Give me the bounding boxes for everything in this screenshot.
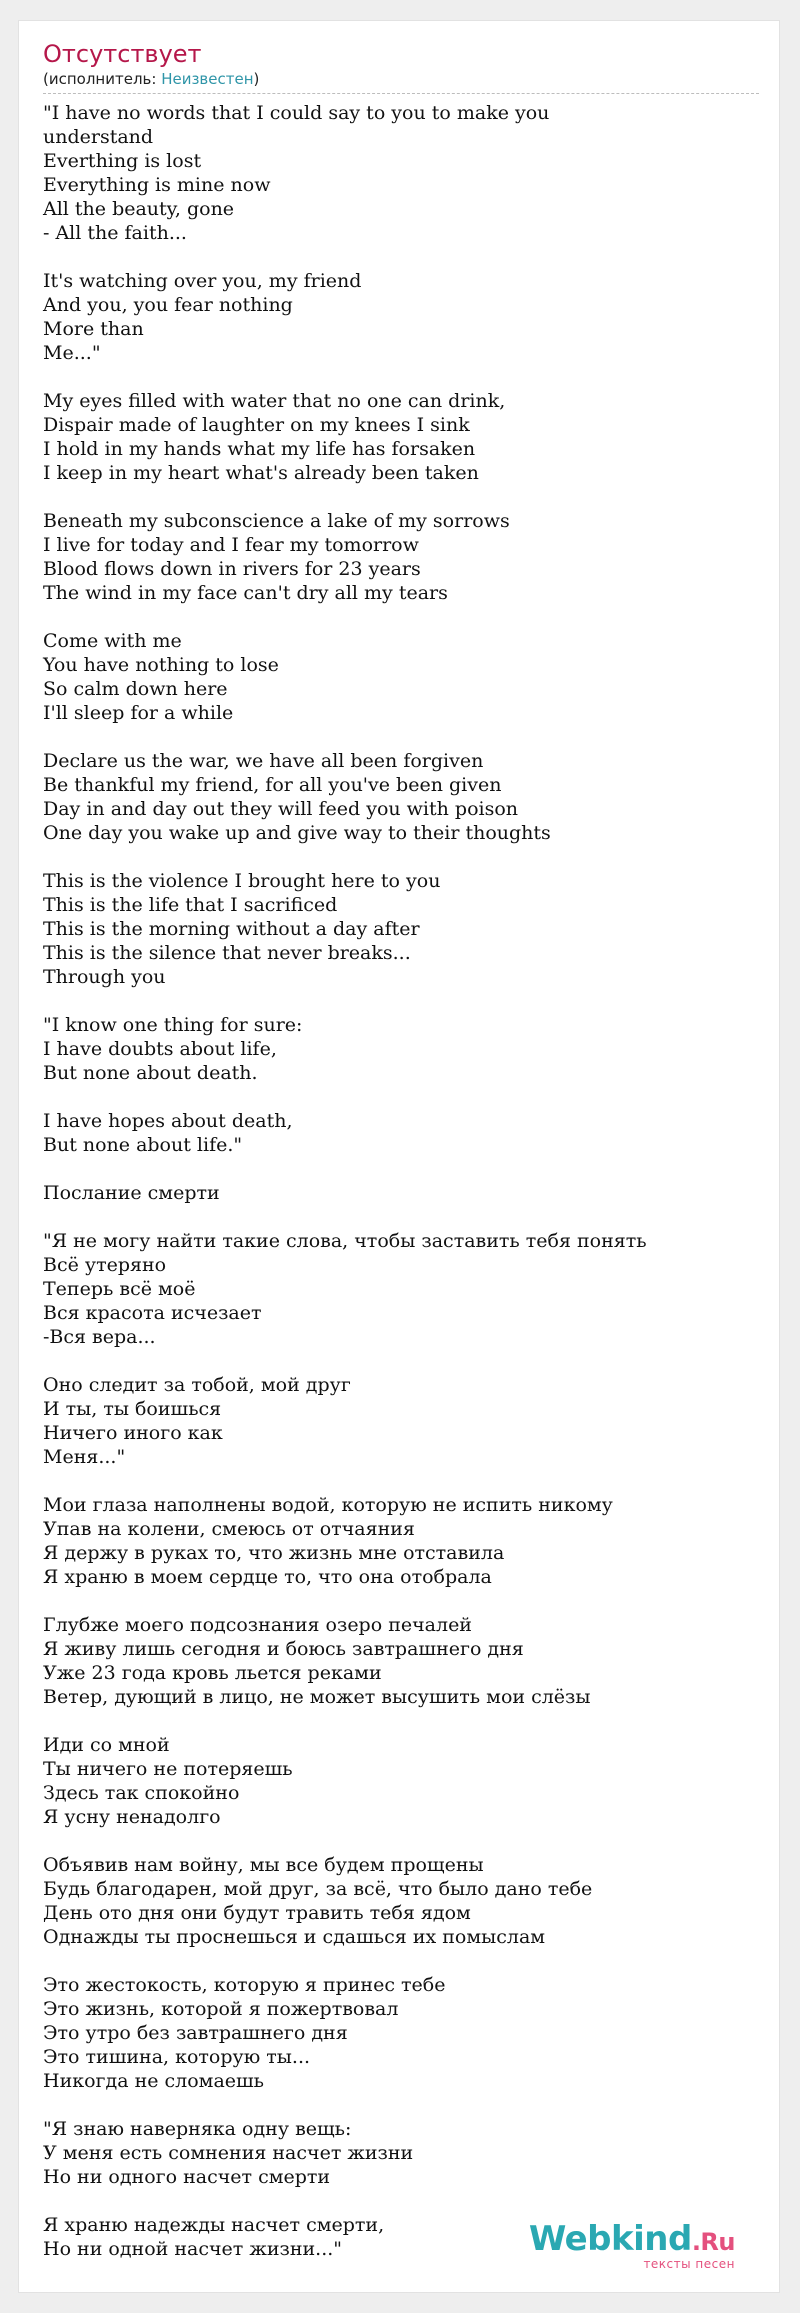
lyrics-card bbox=[18, 20, 780, 2293]
brand-tagline: тексты песен bbox=[643, 2257, 735, 2271]
brand-tld: .Ru bbox=[691, 2228, 735, 2256]
brand-name: Webkind bbox=[528, 2219, 692, 2259]
song-title: Отсутствует bbox=[43, 40, 202, 68]
webkind-logo[interactable] bbox=[529, 2221, 735, 2270]
song-header bbox=[43, 39, 759, 94]
artist-suffix: ) bbox=[253, 70, 260, 88]
artist-prefix: (исполнитель: bbox=[43, 70, 162, 88]
brand-wordmark bbox=[529, 2221, 735, 2260]
lyrics-text: "I have no words that I could say to you to make you understand Everthing is lost Everything is mine now All the beauty, gone - All the faith... It's watching over you, my friend And you, you fear nothing More than Me..." My eyes filled with water that no one can drink, Dispair made of laughter on my knees I sink I hold in my hands what my life has forsaken I keep in my heart what's already been taken Beneath my subconscience a lake of my sorrows I live for today and I fear my tomorrow Blood flows down in rivers for 23 years The wind in my face can't dry all my tears Come with me You have nothing to lose So calm down here I'll sleep for a while Declare us the war, we have all been forgiven Be thankful my friend, for all you've been given Day in and day out they will feed you with poison One day you wake up and give way to their thoughts This is the violence I brought here to you This is the life that I sacrificed This is the morning without a day after This is the silence that never breaks... Through you "I know one thing for sure: I have doubts about life, But none about death. I have hopes about death, But none about life." Послание смерти "Я не могу найти такие слова, чтобы заставить тебя понять Всё утеряно Теперь всё моё Вся красота исчезает -Вся вера... Оно следит за тобой, мой друг И ты, ты боишься Ничего иного как Меня..." Мои глаза наполнены водой, которую не испить никому Упав на колени, смеюсь от отчаяния Я держу в руках то, что жизнь мне отставила Я храню в моем сердце то, что она отобрала Глубже моего подсознания озеро печалей Я живу лишь сегодня и боюсь завтрашнего дня Уже 23 года кровь льется реками Ветер, дующий в лицо, не может высушить мои слёзы Иди со мной Ты ничего не потеряешь Здесь так спокойно Я усну ненадолго Объявив нам войну, мы все будем прощены Будь благодарен, мой друг, за всё, что было дано тебе День ото дня они будут травить тебя ядом Однажды ты проснешься и сдашься их помыслам Это жестокость, которую я принес тебе Это жизнь, которой я пожертвовал Это утро без завтрашнего дня Это тишина, которую ты... Никогда не сломаешь "Я знаю наверняка одну вещь: У меня есть сомнения насчет жизни Но ни одного насчет смерти Я храню надежды насчет смерти, Но ни одной насчет жизни..." bbox=[43, 102, 647, 2260]
artist-link[interactable]: Неизвестен bbox=[161, 70, 254, 88]
artist-line bbox=[43, 69, 759, 89]
